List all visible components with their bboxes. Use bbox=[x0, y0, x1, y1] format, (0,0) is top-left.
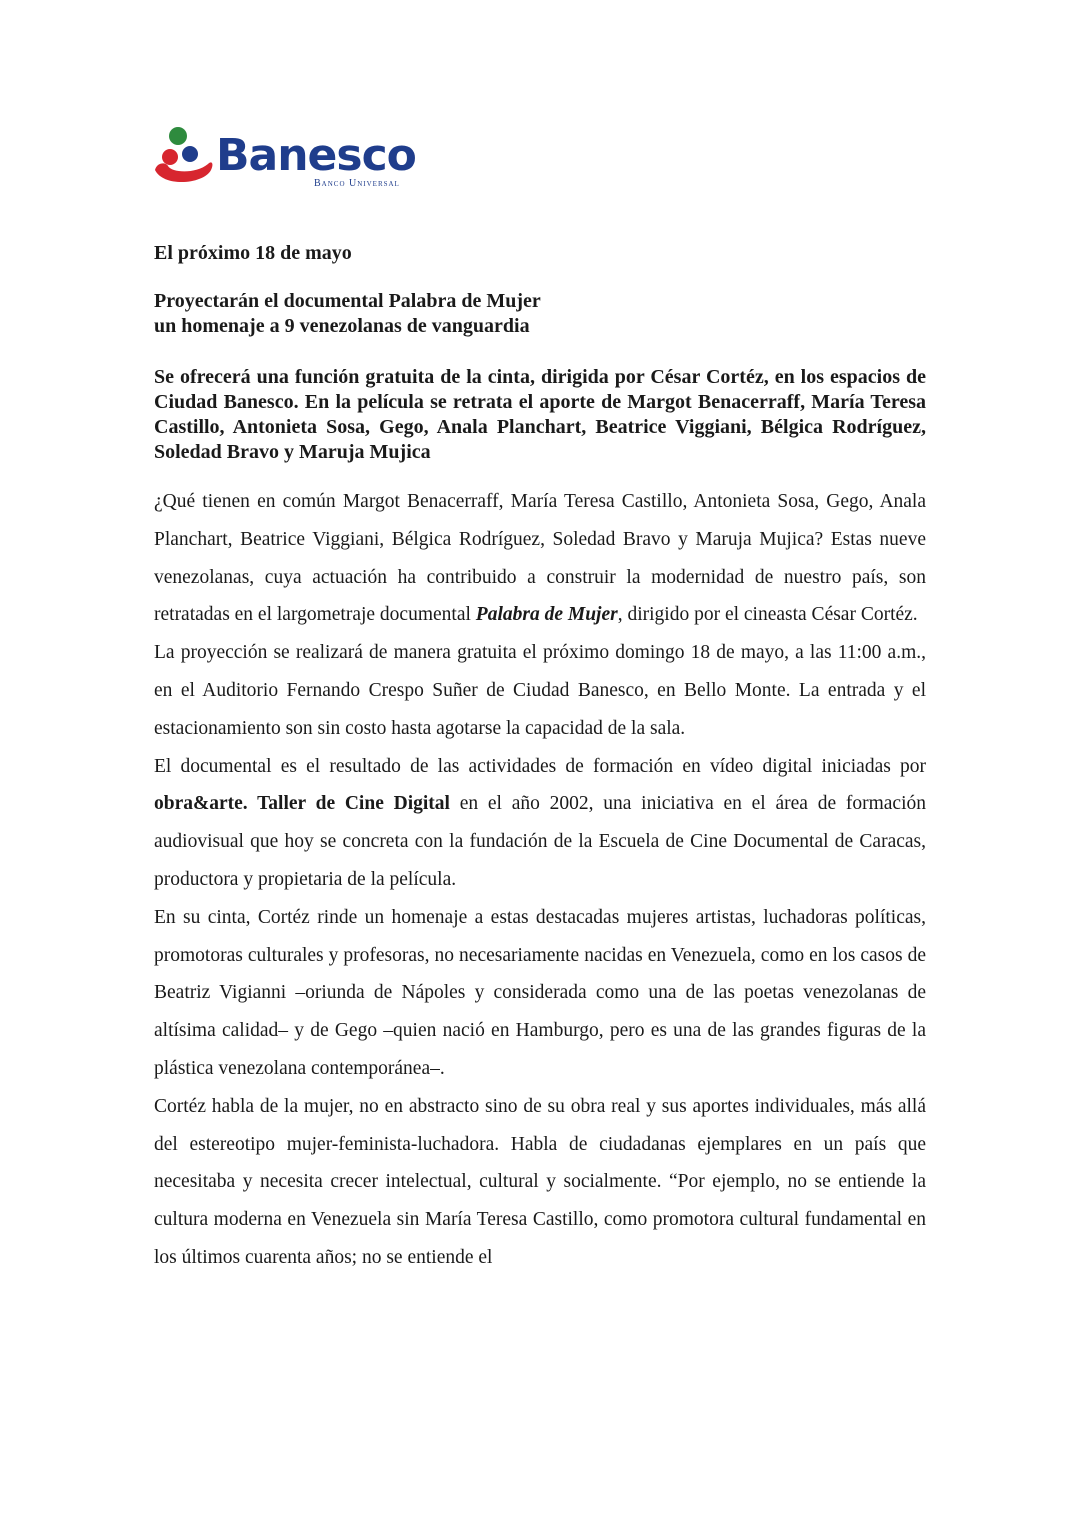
paragraph-3-text: El documental es el resultado de las actividades de formación en vídeo digital iniciadas por bbox=[154, 755, 926, 777]
paragraph-3-text-end: en el año 2002, una iniciativa en el área de formación audiovisual que hoy se concreta con la fundación de la Escuela de Cine Documental de Caracas, productora y propietaria de la película. bbox=[154, 793, 926, 890]
workshop-name: obra&arte. Taller de Cine Digital bbox=[154, 793, 450, 815]
paragraph-4: En su cinta, Cortéz rinde un homenaje a estas destacadas mujeres artistas, luchadoras políticas, promotoras culturales y profesoras, no necesariamente nacidas en Venezuela, como en los casos de Beatriz Vigianni –oriunda de Nápoles y considerada como una de las poetas venezolanas de altísima calidad– y de Gego –quien nació en Hamburgo, pero es una de las grandes figuras de la plástica venezolana contemporánea–. bbox=[154, 906, 926, 1079]
brand-name: Banesco bbox=[216, 130, 416, 181]
article-body bbox=[154, 483, 926, 1277]
paragraph-1-text-end: , dirigido por el cineasta César Cortéz. bbox=[617, 604, 918, 626]
dateline: El próximo 18 de mayo bbox=[154, 242, 352, 264]
brand-subtitle: Banco Universal bbox=[314, 178, 400, 189]
headline-line-2: un homenaje a 9 venezolanas de vanguardia bbox=[154, 315, 530, 337]
banesco-logo bbox=[152, 126, 442, 194]
paragraph-5: Cortéz habla de la mujer, no en abstracto sino de su obra real y sus aportes individuales, más allá del estereotipo mujer-feminista-luchadora. Habla de ciudadanas ejemplares en un país que necesitaba y necesita crecer intelectual, cultural y socialmente. “Por ejemplo, no se entiende la cultura moderna en Venezuela sin María Teresa Castillo, como promotora cultural fundamental en los últimos cuarenta años; no se entiende el bbox=[154, 1095, 926, 1268]
headline bbox=[154, 289, 541, 339]
paragraph-1-text: ¿Qué tienen en común Margot Benacerraff, María Teresa Castillo, Antonieta Sosa, Gego, Anala Planchart, Beatrice Viggiani, Bélgica Rodríguez, Soledad Bravo y Maruja Mujica? Estas nueve venezolanas, cuya actuación ha contribuido a construir la modernidad de nuestro país, son retratadas en el largometraje documental bbox=[154, 491, 926, 626]
banesco-emblem-icon bbox=[152, 126, 214, 190]
headline-line-1: Proyectarán el documental Palabra de Mujer bbox=[154, 290, 541, 312]
film-title: Palabra de Mujer bbox=[475, 604, 618, 626]
paragraph-2: La proyección se realizará de manera gratuita el próximo domingo 18 de mayo, a las 11:00 a.m., en el Auditorio Fernando Crespo Suñer de Ciudad Banesco, en Bello Monte. La entrada y el estacionamiento son sin costo hasta agotarse la capacidad de la sala. bbox=[154, 642, 926, 739]
paragraph-1 bbox=[154, 483, 926, 634]
deck-summary: Se ofrecerá una función gratuita de la cinta, dirigida por César Cortéz, en los espacios de Ciudad Banesco. En la película se retrata el aporte de Margot Benacerraff, María Teresa Castillo, Antonieta Sosa, Gego, Anala Planchart, Beatrice Viggiani, Bélgica Rodríguez, Soledad Bravo y Maruja Mujica bbox=[154, 366, 926, 463]
paragraph-3 bbox=[154, 748, 926, 899]
